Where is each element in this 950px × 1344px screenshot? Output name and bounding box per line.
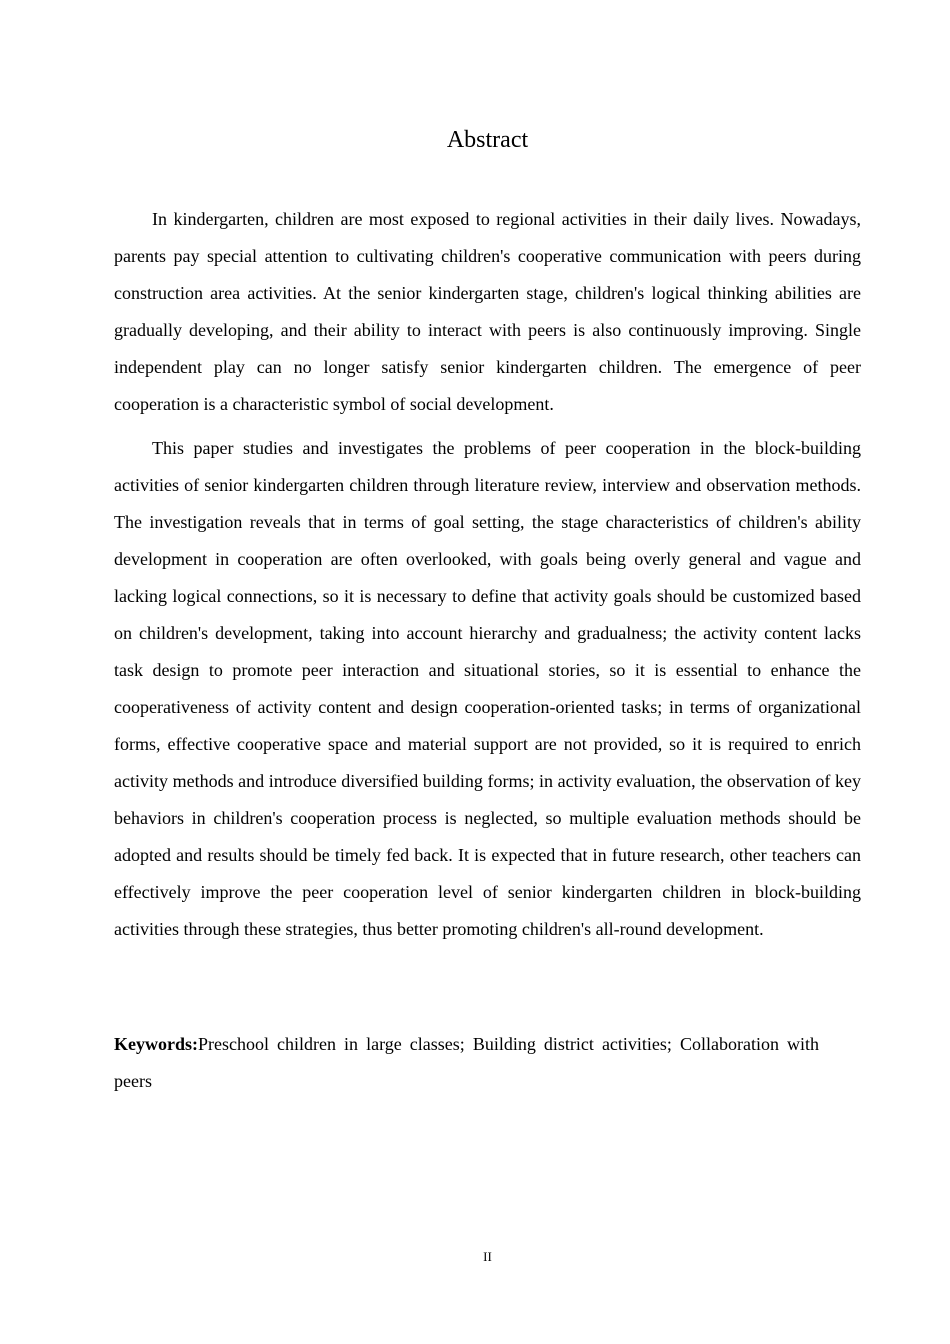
keywords-line bbox=[114, 1026, 819, 1100]
abstract-paragraph-2: This paper studies and investigates the problems of peer cooperation in the block-building activities of senior kindergarten children through literature review, interview and observation methods. The investigation reveals that in terms of goal setting, the stage characteristics of children's ability development in cooperation are often overlooked, with goals being overly general and vague and lacking logical connections, so it is necessary to define that activity goals should be customized based on children's development, taking into account hierarchy and gradualness; the activity content lacks task design to promote peer interaction and situational stories, so it is essential to enhance the cooperativeness of activity content and design cooperation-oriented tasks; in terms of organizational forms, effective cooperative space and material support are not provided, so it is required to enrich activity methods and introduce diversified building forms; in activity evaluation, the observation of key behaviors in children's cooperation process is neglected, so multiple evaluation methods should be adopted and results should be timely fed back. It is expected that in future research, other teachers can effectively improve the peer cooperation level of senior kindergarten children in block-building activities through these strategies, thus better promoting children's all-round development. bbox=[114, 438, 861, 939]
keywords-label: Keywords: bbox=[114, 1034, 198, 1054]
abstract-title: Abstract bbox=[446, 127, 529, 153]
abstract-paragraph-1: In kindergarten, children are most exposed to regional activities in their daily lives. Nowadays, parents pay special attention to cultivating children's cooperative communication with peers during construction area activities. At the senior kindergarten stage, children's logical thinking abilities are gradually developing, and their ability to interact with peers is also continuously improving. Single independent play can no longer satisfy senior kindergarten children. The emergence of peer cooperation is a characteristic symbol of social development. bbox=[114, 209, 861, 414]
page-number: II bbox=[483, 1249, 492, 1264]
keywords-text: Preschool children in large classes; Building district activities; Collaboration with peers bbox=[114, 1034, 819, 1091]
